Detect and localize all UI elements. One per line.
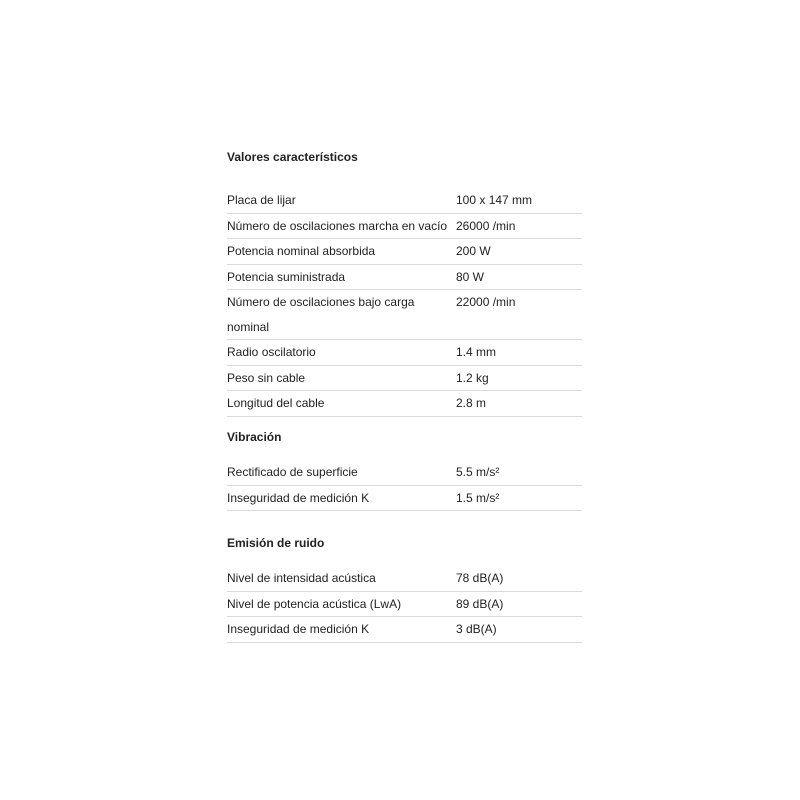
spec-label: Rectificado de superficie xyxy=(227,465,358,479)
table-row xyxy=(227,340,582,366)
table-row xyxy=(227,264,582,290)
spec-value: 100 x 147 mm xyxy=(456,193,533,207)
table-row xyxy=(227,566,582,591)
spec-label: Peso sin cable xyxy=(227,370,306,385)
spec-value: 78 dB(A) xyxy=(456,571,504,585)
spec-label: Potencia suministrada xyxy=(227,269,346,284)
spec-label: Número de oscilaciones bajo carga nominal xyxy=(227,295,415,334)
spec-value: 26000 /min xyxy=(456,218,516,233)
table-row xyxy=(227,617,582,643)
spec-label: Nivel de potencia acústica (LwA) xyxy=(227,596,402,611)
spec-table-characteristics xyxy=(227,188,582,417)
spec-label: Placa de lijar xyxy=(227,193,296,207)
table-row xyxy=(227,188,582,213)
spec-value: 3 dB(A) xyxy=(456,622,497,636)
spec-label: Número de oscilaciones marcha en vacío xyxy=(227,218,448,233)
section-characteristics xyxy=(227,147,582,417)
table-row xyxy=(227,365,582,391)
spec-value: 22000 /min xyxy=(456,295,516,309)
spec-value: 89 dB(A) xyxy=(456,596,504,611)
spec-label: Inseguridad de medición K xyxy=(227,490,370,505)
spec-value: 1.2 kg xyxy=(456,370,489,385)
spec-value: 1.4 mm xyxy=(456,345,497,359)
spec-value: 1.5 m/s² xyxy=(456,490,500,505)
spec-value: 200 W xyxy=(456,244,491,258)
section-noise-emission xyxy=(227,533,582,643)
section-vibration xyxy=(227,427,582,511)
table-row xyxy=(227,591,582,617)
spec-value: 2.8 m xyxy=(456,396,487,410)
spec-label: Longitud del cable xyxy=(227,396,325,410)
spec-table-vibration xyxy=(227,460,582,511)
spec-value: 80 W xyxy=(456,269,485,284)
section-title: Valores característicos xyxy=(227,150,358,164)
table-row xyxy=(227,391,582,417)
table-row xyxy=(227,213,582,239)
section-title: Emisión de ruido xyxy=(227,536,325,550)
spec-label: Radio oscilatorio xyxy=(227,345,316,359)
spec-label: Nivel de intensidad acústica xyxy=(227,571,376,585)
table-row xyxy=(227,290,582,340)
table-row xyxy=(227,239,582,265)
spec-value: 5.5 m/s² xyxy=(456,465,500,479)
table-row xyxy=(227,460,582,485)
spec-label: Inseguridad de medición K xyxy=(227,622,370,636)
table-row xyxy=(227,485,582,511)
section-title: Vibración xyxy=(227,430,282,444)
spec-label: Potencia nominal absorbida xyxy=(227,244,376,258)
spec-table-noise xyxy=(227,566,582,643)
